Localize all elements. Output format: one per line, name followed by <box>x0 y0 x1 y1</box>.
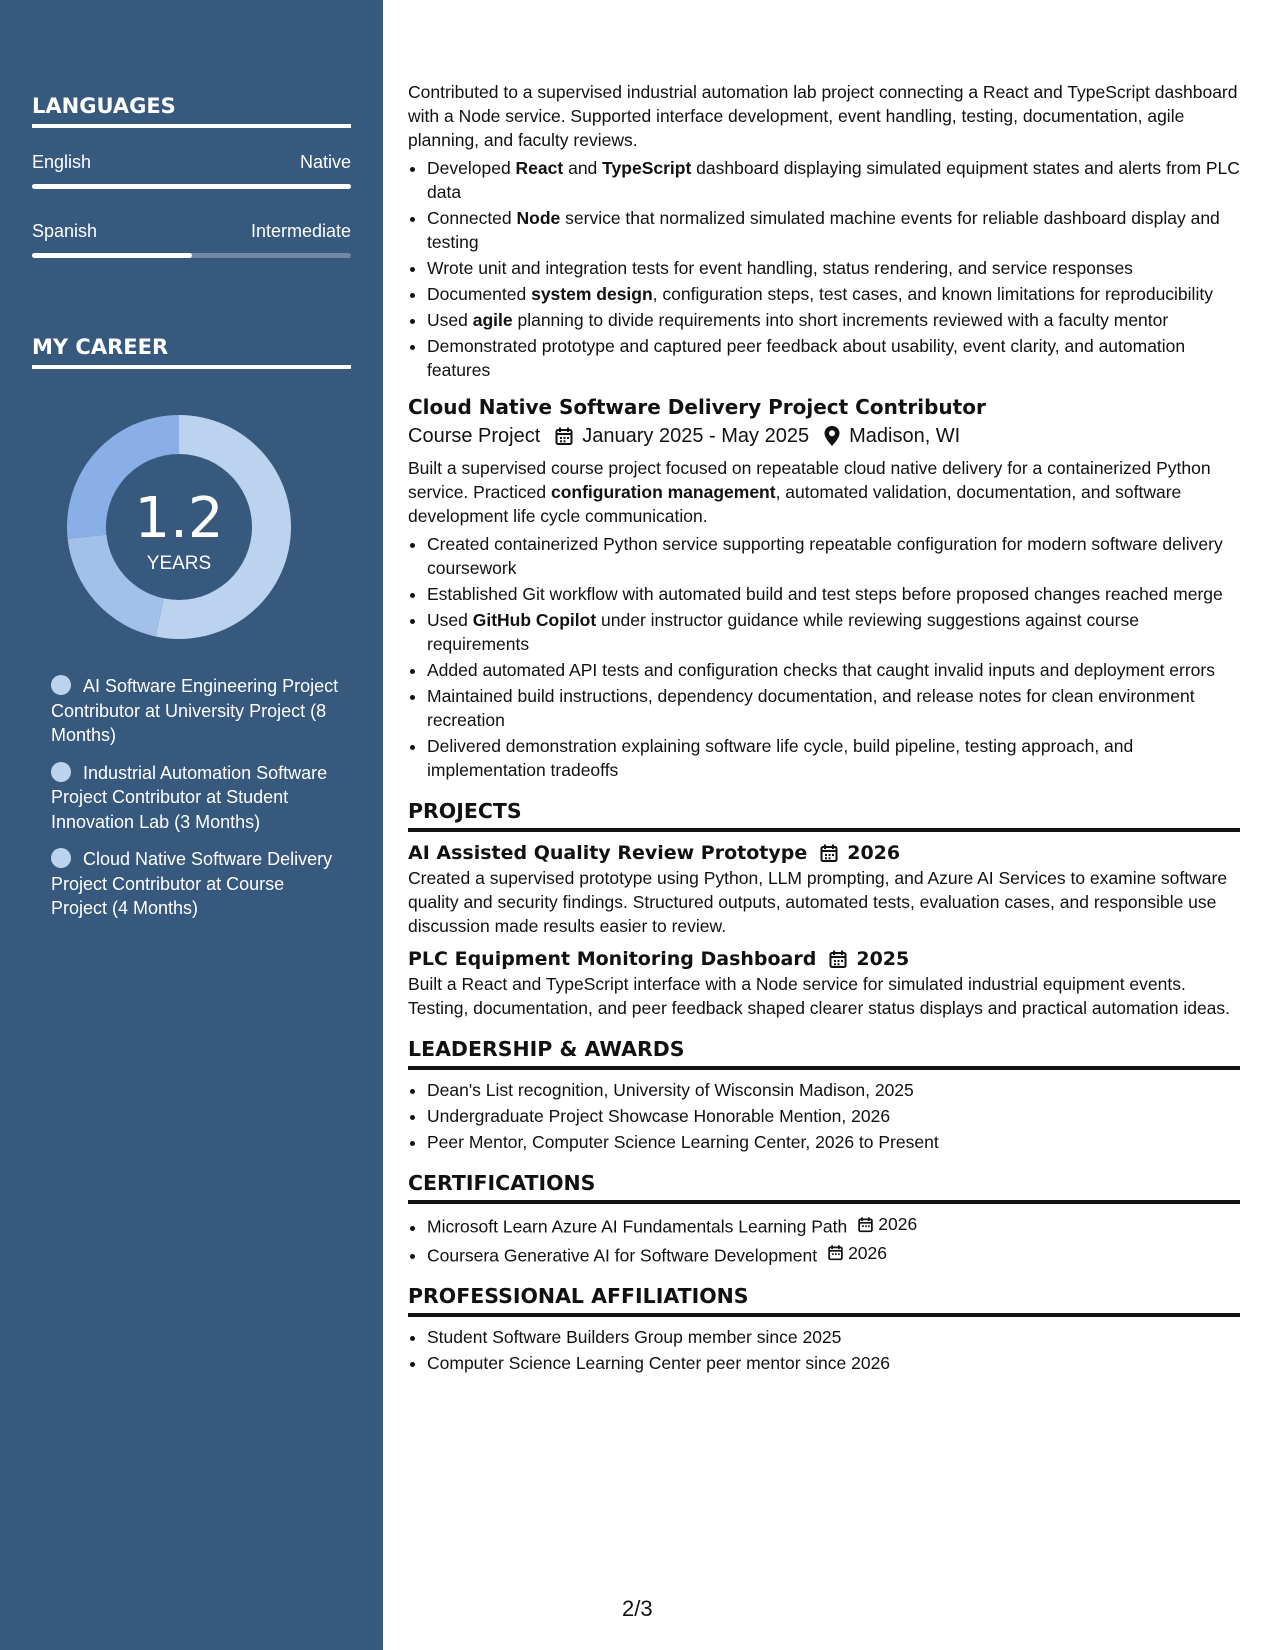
legend-dot <box>51 762 71 782</box>
certification-name: Coursera Generative AI for Software Development <box>427 1245 818 1265</box>
certification-year: 2026 <box>848 1242 887 1263</box>
languages-heading: LANGUAGES <box>32 94 351 128</box>
language-row-spanish <box>32 221 351 242</box>
project-year: 2025 <box>856 948 910 970</box>
project-description: Built a React and TypeScript interface with a Node service for simulated industrial equipment events. Testing, documentation, and peer feedback shaped clearer status displays and practical automation ideas. <box>408 974 1231 1018</box>
project-title-row <box>408 946 1240 972</box>
leadership-item: • Peer Mentor, Computer Science Learning Center, 2026 to Present <box>427 1130 1240 1154</box>
language-row-english <box>32 152 351 173</box>
career-donut-chart <box>66 414 292 640</box>
career-total-unit: YEARS <box>146 553 212 574</box>
project-year: 2026 <box>847 842 901 864</box>
certifications-list <box>408 1212 1240 1267</box>
affiliation-item: • Computer Science Learning Center peer mentor since 2026 <box>427 1351 1240 1375</box>
job-bullet: • Delivered demonstration explaining software life cycle, build pipeline, testing approach, and implementation tradeoffs <box>427 734 1240 782</box>
leadership-list <box>408 1078 1240 1154</box>
job-bullets <box>408 156 1240 382</box>
job-bullet: • Maintained build instructions, dependency documentation, and release notes for clean environment recreation <box>427 684 1240 732</box>
career-legend-text: Industrial Automation Software Project Contributor at Student Innovation Lab (3 Months) <box>51 762 328 832</box>
job-dates: January 2025 - May 2025 <box>582 425 810 447</box>
job-title: Cloud Native Software Delivery Project Contributor <box>408 395 986 419</box>
career-heading: MY CAREER <box>32 335 351 369</box>
language-name: English <box>32 152 92 172</box>
leadership-item: • Undergraduate Project Showcase Honorable Mention, 2026 <box>427 1104 1240 1128</box>
calendar-icon <box>819 843 839 863</box>
certification-item <box>427 1241 1240 1268</box>
job-location: Madison, WI <box>849 425 961 447</box>
language-bar-spanish <box>32 253 351 258</box>
language-level: Intermediate <box>250 221 351 241</box>
calendar-icon <box>827 1244 844 1261</box>
sidebar <box>0 0 383 1650</box>
job-bullet: • Created containerized Python service supporting repeatable configuration for modern software delivery coursework <box>427 532 1240 580</box>
calendar-icon <box>857 1216 874 1233</box>
certifications-heading: CERTIFICATIONS <box>408 1170 1240 1204</box>
calendar-icon <box>828 949 848 969</box>
language-name: Spanish <box>32 221 98 241</box>
job-bullet: • Connected Node service that normalized simulated machine events for reliable dashboard display and testing <box>427 206 1240 254</box>
career-legend-item <box>51 674 341 748</box>
affiliation-item: • Student Software Builders Group member since 2025 <box>427 1325 1240 1349</box>
career-legend-item <box>51 761 341 835</box>
job-bullet: • Added automated API tests and configuration checks that caught invalid inputs and deployment errors <box>427 658 1240 682</box>
language-level: Native <box>299 152 351 172</box>
language-bar-fill <box>32 184 351 189</box>
map-pin-icon <box>823 425 841 447</box>
affiliations-heading: PROFESSIONAL AFFILIATIONS <box>408 1283 1240 1317</box>
certification-item <box>427 1212 1240 1239</box>
career-legend-text: Cloud Native Software Delivery Project Contributor at Course Project (4 Months) <box>51 849 333 918</box>
page-number: 2/3 <box>622 1596 653 1621</box>
career-legend-item <box>51 847 341 921</box>
project-title: PLC Equipment Monitoring Dashboard <box>408 948 817 970</box>
legend-dot <box>51 848 71 868</box>
job-bullet: • Used agile planning to divide requirements into short increments reviewed with a faculty mentor <box>427 308 1240 332</box>
leadership-heading: LEADERSHIP & AWARDS <box>408 1036 1240 1070</box>
job-bullet: • Established Git workflow with automated build and test steps before proposed changes reached merge <box>427 582 1240 606</box>
job-summary: Built a supervised course project focused on repeatable cloud native delivery for a containerized Python service. Practiced configuration management, automated validation, documentation, and software development life cycle communication. <box>408 458 1211 526</box>
language-bar-english <box>32 184 351 189</box>
job-bullet: • Documented system design, configuration steps, test cases, and known limitations for reproducibility <box>427 282 1240 306</box>
calendar-icon <box>554 426 574 446</box>
job-organization: Course Project <box>408 425 541 447</box>
leadership-item: • Dean's List recognition, University of Wisconsin Madison, 2025 <box>427 1078 1240 1102</box>
career-legend <box>51 674 341 934</box>
project-description: Created a supervised prototype using Python, LLM prompting, and Azure AI Services to examine software quality and security findings. Structured outputs, automated tests, evaluation cases, and responsible use discussion made results easier to review. <box>408 868 1228 936</box>
job-bullet: • Used GitHub Copilot under instructor guidance while reviewing suggestions against course requirements <box>427 608 1240 656</box>
job-bullet: • Developed React and TypeScript dashboard displaying simulated equipment states and alerts from PLC data <box>427 156 1240 204</box>
job-summary: Contributed to a supervised industrial automation lab project connecting a React and TypeScript dashboard with a Node service. Supported interface development, event handling, testing, documentation, agile planning, and faculty reviews. <box>408 82 1238 150</box>
certification-year: 2026 <box>878 1214 918 1234</box>
legend-dot <box>51 675 71 695</box>
project-title-row <box>408 840 1240 866</box>
projects-heading: PROJECTS <box>408 798 1240 832</box>
certification-name: Microsoft Learn Azure AI Fundamentals Learning Path <box>427 1216 848 1237</box>
affiliations-list <box>408 1325 1240 1375</box>
job-bullet: • Demonstrated prototype and captured peer feedback about usability, event clarity, and automation features <box>427 334 1240 382</box>
job-bullet: • Wrote unit and integration tests for event handling, status rendering, and service responses <box>427 256 1240 280</box>
job-meta <box>408 422 1240 450</box>
job-bullets <box>408 532 1240 782</box>
career-legend-text: AI Software Engineering Project Contributor at University Project (8 Months) <box>51 676 339 745</box>
main-content <box>408 80 1240 1381</box>
project-title: AI Assisted Quality Review Prototype <box>408 842 808 864</box>
career-total-value: 1.2 <box>134 486 224 551</box>
language-bar-fill <box>32 253 192 258</box>
